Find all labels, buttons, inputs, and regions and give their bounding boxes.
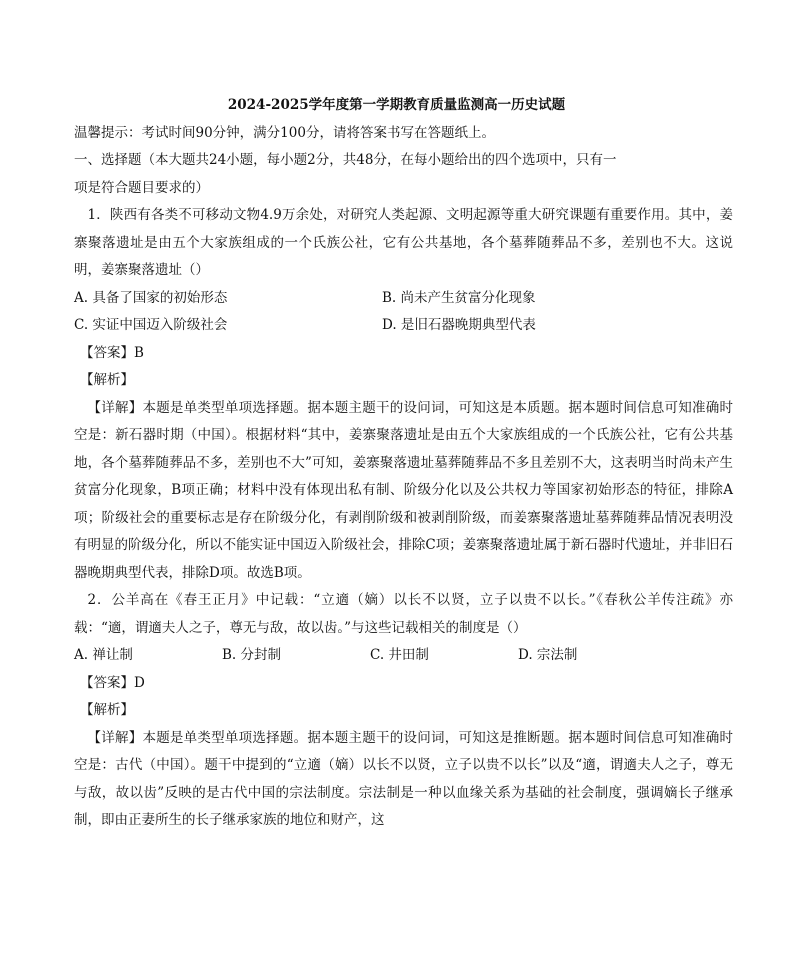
question-1-detail: 【详解】本题是单类型单项选择题。据本题主题干的设问词，可知这是本质题。据本题时间信息可知准确时空是：新石器时期（中国）。根据材料“其中，姜寨聚落遗址是由五个大家族组成的一个氏族公社，它有公共基地，各个墓葬随葬品不多，差别也不大”可知，姜寨聚落遗址墓葬随葬品不多且差别不大，这表明当时尚未产生贫富分化现象，B项正确；材料中没有体现出私有制、阶级分化以及公共权力等国家初始形态的特征，排除A项；阶级社会的重要标志是存在阶级分化，有剥削阶级和被剥削阶级，而姜寨聚落遗址墓葬随葬品情况表明没有明显的阶级分化，所以不能实证中国迈入阶级社会，排除C项；姜寨聚落遗址属于新石器时代遗址，并非旧石器晚期典型代表，排除D项。故选B项。 [74, 399, 733, 581]
question-1-option-b: B. 尚未产生贫富分化现象 [382, 289, 536, 306]
question-1-option-a: A. 具备了国家的初始形态 [74, 289, 228, 306]
question-1-options-row-2 [74, 312, 733, 340]
question-2-analysis-label: 【解析】 [80, 702, 134, 718]
question-2-detail: 【详解】本题是单类型单项选择题。据本题主题干的设问词，可知这是推断题。据本题时间信息可知准确时空是：古代（中国）。题干中提到的“立適（嫡）以长不以贤，立子以贵不以长”以及“適，谓適夫人之子，尊无与敌，故以齿”反映的是古代中国的宗法制度。宗法制是一种以血缘关系为基础的社会制度，强调嫡长子继承制，即由正妻所生的长子继承家族的地位和财产，这 [74, 729, 733, 828]
question-2-option-a: A. 禅让制 [74, 647, 133, 663]
question-1-option-d: D. 是旧石器晚期典型代表 [382, 317, 536, 333]
question-2-answer: 【答案】D [80, 674, 145, 691]
section-heading-line-1: 一、选择题（本大题共24小题，每小题2分，共48分，在每小题给出的四个选项中，只有一 [74, 152, 617, 168]
question-2-option-d: D. 宗法制 [518, 647, 578, 663]
question-2-option-b: B. 分封制 [222, 647, 282, 663]
question-1-option-c: C. 实证中国迈入阶级社会 [74, 317, 228, 333]
exam-notice: 温馨提示：考试时间90分钟，满分100分，请将答案书写在答题纸上。 [74, 124, 495, 141]
question-2-stem: 2．公羊高在《春王正月》中记载：“立適（嫡）以长不以贤，立子以贵不以长。”《春秋公羊传注疏》亦载：“適，谓適夫人之子，尊无与敌，故以齿。”与这些记载相关的制度是（） [74, 592, 733, 636]
exam-title: 2024-2025学年度第一学期教育质量监测高一历史试题 [227, 97, 566, 113]
question-1-stem: 1．陕西有各类不可移动文物4.9万余处，对研究人类起源、文明起源等重大研究课题有重要作用。其中，姜寨聚落遗址是由五个大家族组成的一个氏族公社，它有公共基地，各个墓葬随葬品不多，差别也不大。这说明，姜寨聚落遗址（） [74, 207, 733, 278]
question-2-option-c: C. 井田制 [370, 647, 429, 663]
question-1-answer: 【答案】B [80, 344, 144, 361]
question-2-options-row [74, 642, 733, 670]
question-1-options-row-1 [74, 285, 733, 313]
section-heading-line-2: 项是符合题目要求的） [74, 179, 209, 196]
question-1-analysis-label: 【解析】 [80, 372, 134, 388]
